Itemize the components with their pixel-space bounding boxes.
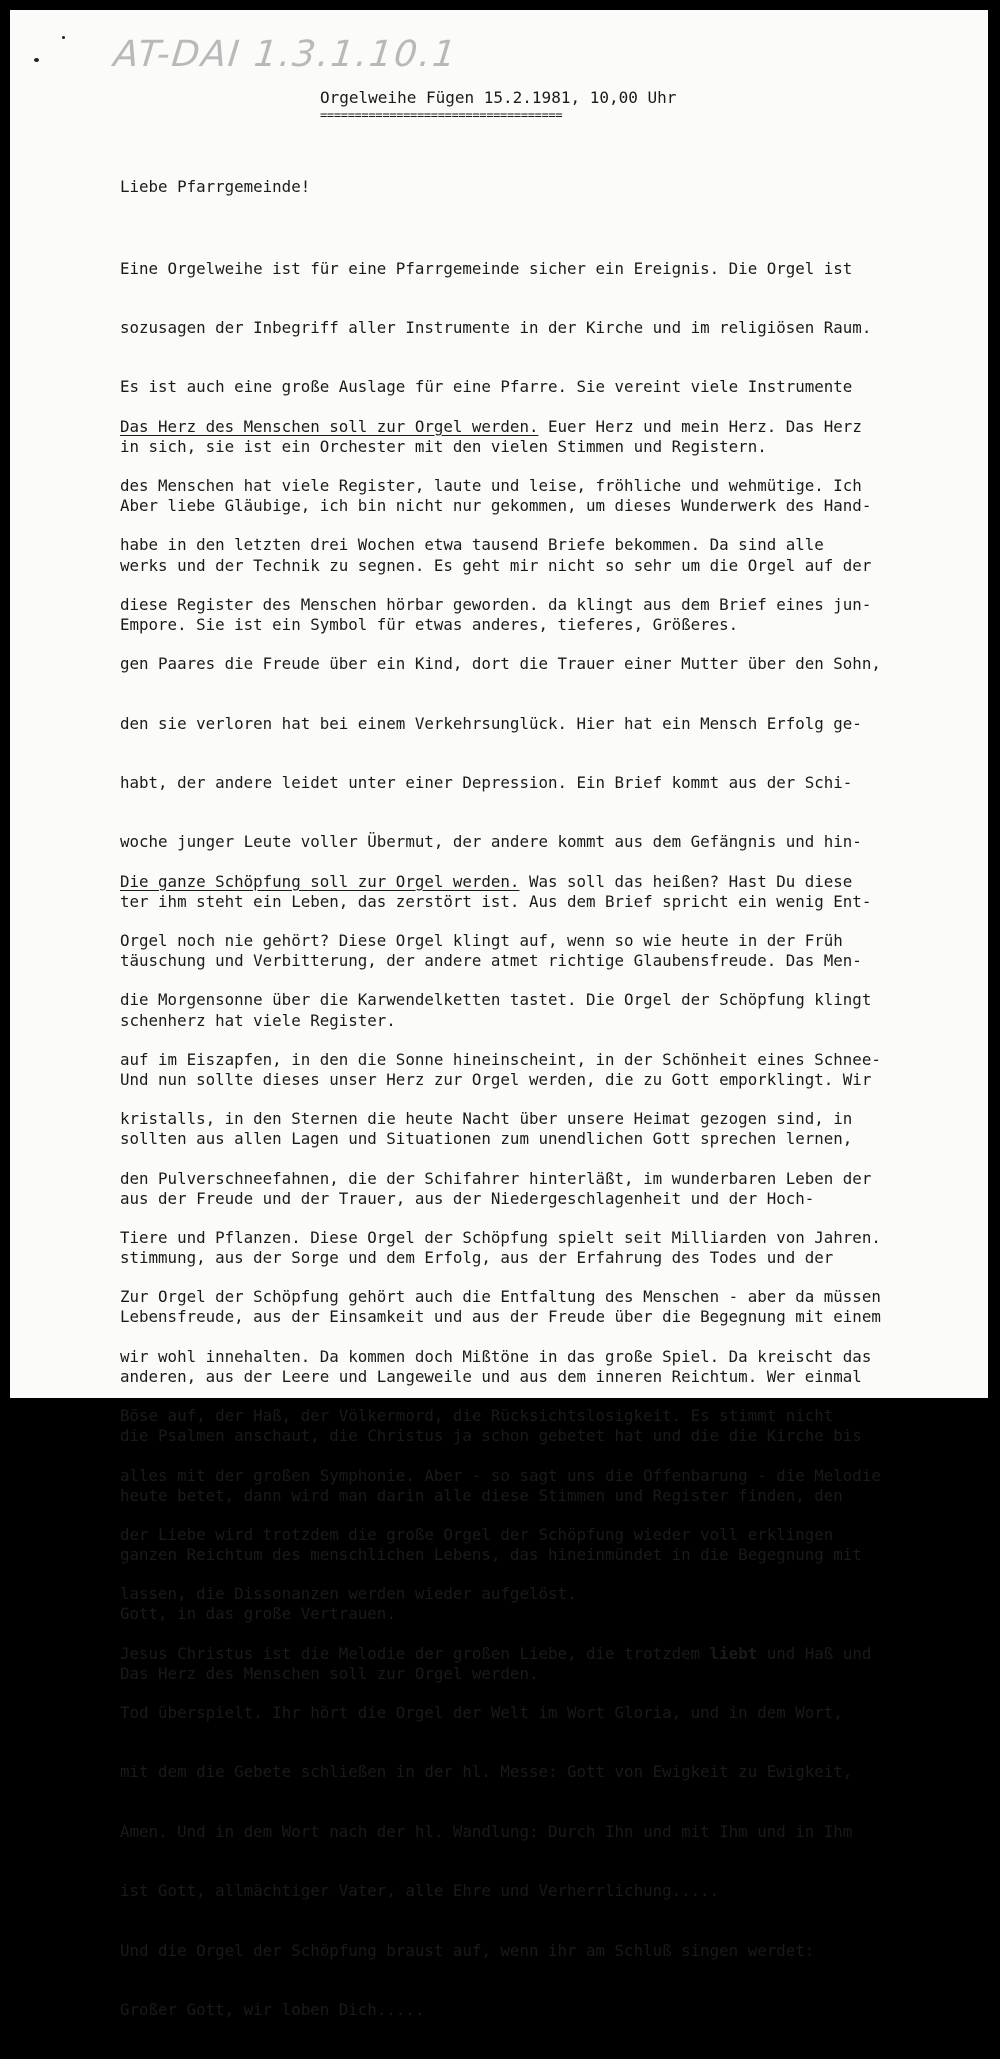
text-line: die Psalmen anschaut, die Christus ja schon gebetet hat und die die Kirche bis (120, 1426, 862, 1446)
text-line: schenherz hat viele Register. (120, 1010, 396, 1030)
text-line: ist Gott, allmächtiger Vater, alle Ehre und Verherrlichung..... (120, 1881, 720, 1901)
heading-continuation: Euer Herz und mein Herz. Das Herz (538, 416, 862, 436)
text-segment: und Haß und (757, 1643, 872, 1663)
ink-speck (34, 58, 39, 62)
text-line: Orgel noch nie gehört? Diese Orgel klingt auf, wenn so wie heute in der Früh (120, 930, 843, 950)
ink-speck (62, 36, 65, 39)
text-line: des Menschen hat viele Register, laute und leise, fröhliche und wehmütige. Ich (120, 475, 862, 495)
text-line: lassen, die Dissonanzen werden wieder aufgelöst. (120, 1584, 577, 1604)
paragraph-creation (120, 832, 940, 2059)
salutation: Liebe Pfarrgemeinde! (120, 177, 311, 196)
text-line: stimmung, aus der Sorge und dem Erfolg, aus der Erfahrung des Todes und der (120, 1248, 834, 1268)
bold-word-liebt: liebt (709, 1643, 758, 1663)
text-line: sollten aus allen Lagen und Situationen zum unendlichen Gott sprechen lernen, (120, 1129, 853, 1149)
text-line: Und die Orgel der Schöpfung braust auf, wenn ihr am Schluß singen werdet: (120, 1940, 815, 1960)
text-line: die Morgensonne über die Karwendelketten tastet. Die Orgel der Schöpfung klingt (120, 990, 872, 1010)
text-line: Tod überspielt. Ihr hört die Orgel der Welt im Wort Gloria, und in dem Wort, (120, 1703, 843, 1723)
text-line: den sie verloren hat bei einem Verkehrsunglück. Hier hat ein Mensch Erfolg ge- (120, 713, 862, 733)
text-line (120, 1644, 940, 1664)
text-line: Böse auf, der Haß, der Völkermord, die Rücksichtslosigkeit. Es stimmt nicht (120, 1406, 834, 1426)
text-line: Lebensfreude, aus der Einsamkeit und aus der Freude über die Begegnung mit einem (120, 1307, 881, 1327)
text-line: diese Register des Menschen hörbar geworden. da klingt aus dem Brief eines jun- (120, 594, 872, 614)
text-line: den Pulverschneefahnen, die der Schifahrer hinterläßt, im wunderbaren Leben der (120, 1168, 872, 1188)
document-title: Orgelweihe Fügen 15.2.1981, 10,00 Uhr (320, 88, 677, 107)
text-line: Und nun sollte dieses unser Herz zur Orgel werden, die zu Gott emporklingt. Wir (120, 1069, 872, 1089)
text-line: gen Paares die Freude über ein Kind, dort die Trauer einer Mutter über den Sohn, (120, 654, 881, 674)
heading-continuation: Was soll das heißen? Hast Du diese (519, 871, 853, 891)
text-line: anderen, aus der Leere und Langeweile und aus dem inneren Reichtum. Wer einmal (120, 1366, 862, 1386)
title-double-underline: =================================== (320, 108, 563, 122)
text-line: Das Herz des Menschen soll zur Orgel werden. (120, 1663, 539, 1683)
archive-reference-stamp: AT-DAI 1.3.1.10.1 (111, 34, 460, 75)
text-line: Empore. Sie ist ein Symbol für etwas anderes, tieferes, Größeres. (120, 614, 739, 634)
text-line: woche junger Leute voller Übermut, der andere kommt aus dem Gefängnis und hin- (120, 832, 862, 852)
text-line (120, 417, 940, 437)
text-line: Großer Gott, wir loben Dich..... (120, 2000, 425, 2020)
text-line: werks und der Technik zu segnen. Es geht mir nicht so sehr um die Orgel auf der (120, 555, 872, 575)
section-heading-creation: Die ganze Schöpfung soll zur Orgel werden. (120, 871, 520, 891)
text-line: Aber liebe Gläubige, ich bin nicht nur gekommen, um dieses Wunderwerk des Hand- (120, 496, 872, 516)
text-line: Amen. Und in dem Wort nach der hl. Wandlung: Durch Ihn und mit Ihm und in Ihm (120, 1821, 853, 1841)
text-line: auf im Eiszapfen, in den die Sonne hineinscheint, in der Schönheit eines Schnee- (120, 1049, 881, 1069)
text-line: kristalls, in den Sternen die heute Nacht über unsere Heimat gezogen sind, in (120, 1109, 853, 1129)
text-line: habt, der andere leidet unter einer Depression. Ein Brief kommt aus der Schi- (120, 772, 853, 792)
text-line: Tiere und Pflanzen. Diese Orgel der Schöpfung spielt seit Milliarden von Jahren. (120, 1227, 881, 1247)
section-heading-heart: Das Herz des Menschen soll zur Orgel werden. (120, 416, 539, 436)
text-line: sozusagen der Inbegriff aller Instrumente in der Kirche und im religiösen Raum. (120, 317, 872, 337)
text-line: in sich, sie ist ein Orchester mit den vielen Stimmen und Registern. (120, 436, 767, 456)
text-line: Es ist auch eine große Auslage für eine Pfarre. Sie vereint viele Instrumente (120, 377, 853, 397)
text-segment: Jesus Christus ist die Melodie der großen Liebe, die trotzdem (120, 1643, 710, 1663)
text-line: der Liebe wird trotzdem die große Orgel der Schöpfung wieder voll erklingen (120, 1524, 834, 1544)
document-page (10, 10, 988, 2020)
text-line: ter ihm steht ein Leben, das zerstört ist. Aus dem Brief spricht ein wenig Ent- (120, 891, 872, 911)
text-line: heute betet, dann wird man darin alle diese Stimmen und Register finden, den (120, 1485, 843, 1505)
text-line: habe in den letzten drei Wochen etwa tausend Briefe bekommen. Da sind alle (120, 535, 824, 555)
text-line: aus der Freude und der Trauer, aus der Niedergeschlagenheit und der Hoch- (120, 1188, 815, 1208)
text-line: mit dem die Gebete schließen in der hl. Messe: Gott von Ewigkeit zu Ewigkeit, (120, 1762, 853, 1782)
text-line: Eine Orgelweihe ist für eine Pfarrgemeinde sicher ein Ereignis. Die Orgel ist (120, 258, 853, 278)
text-line: Zur Orgel der Schöpfung gehört auch die Entfaltung des Menschen - aber da müssen (120, 1287, 881, 1307)
text-line: wir wohl innehalten. Da kommen doch Mißtöne in das große Spiel. Da kreischt das (120, 1346, 872, 1366)
text-line: Gott, in das große Vertrauen. (120, 1604, 396, 1624)
text-line: täuschung und Verbitterung, der andere atmet richtige Glaubensfreude. Das Men- (120, 951, 862, 971)
text-line: ganzen Reichtum des menschlichen Lebens, das hineinmündet in die Begegnung mit (120, 1545, 862, 1565)
text-line: alles mit der großen Symphonie. Aber - so sagt uns die Offenbarung - die Melodie (120, 1465, 881, 1485)
text-line (120, 872, 940, 892)
